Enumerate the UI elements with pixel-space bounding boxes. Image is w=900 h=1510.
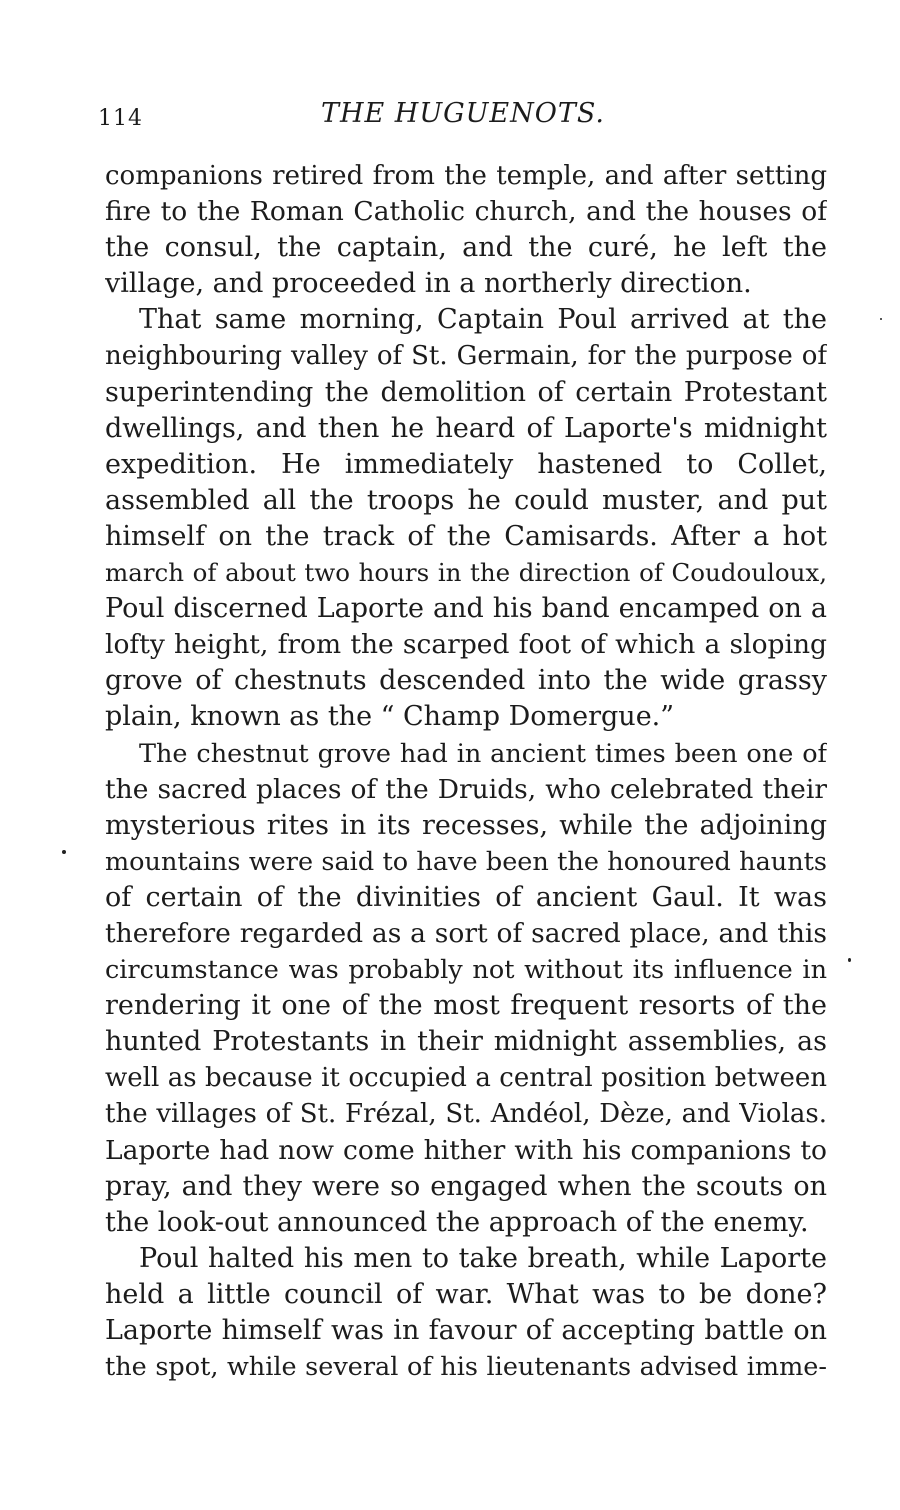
- body-text: [105, 158, 827, 1385]
- text-line: Poul halted his men to take breath, while Laporte: [139, 1242, 827, 1274]
- text-line: himself on the track of the Camisards. After a hot: [105, 520, 827, 552]
- text-line: lofty height, from the scarped foot of which a sloping: [105, 629, 827, 661]
- text-line: pray, and they were so engaged when the scouts on: [105, 1170, 827, 1202]
- text-line: mountains were said to have been the honoured haunts: [105, 846, 827, 877]
- text-line: the sacred places of the Druids, who celebrated their: [105, 773, 827, 805]
- page-header: [98, 94, 828, 134]
- print-speck: [880, 318, 882, 320]
- text-line: therefore regarded as a sort of sacred place, and this: [105, 917, 827, 949]
- text-line: superintending the demolition of certain Protestant: [105, 376, 827, 408]
- text-line: grove of chestnuts descended into the wide grassy: [105, 665, 827, 697]
- text-line: dwellings, and then he heard of Laporte's midnight: [105, 412, 827, 444]
- text-line: fire to the Roman Catholic church, and the houses of: [105, 196, 827, 228]
- text-line: the look-out announced the approach of the enemy.: [105, 1206, 809, 1238]
- text-line: expedition. He immediately hastened to Collet,: [105, 448, 827, 480]
- text-line: plain, known as the “ Champ Domergue.”: [105, 701, 675, 733]
- text-line: held a little council of war. What was to be done?: [105, 1278, 827, 1310]
- page-number: 114: [98, 106, 143, 131]
- text-line: well as because it occupied a central position between: [105, 1063, 827, 1094]
- text-line: mysterious rites in its recesses, while the adjoining: [105, 809, 827, 841]
- text-line: the villages of St. Frézal, St. Andéol, Dèze, and Violas.: [105, 1099, 827, 1130]
- text-line: hunted Protestants in their midnight assemblies, as: [105, 1026, 827, 1058]
- text-line: march of about two hours in the direction of Coudouloux,: [105, 558, 827, 588]
- text-line: Poul discerned Laporte and his band encamped on a: [105, 593, 827, 625]
- text-line: Laporte had now come hither with his companions to: [105, 1134, 827, 1166]
- print-speck: [848, 958, 851, 962]
- text-line: village, and proceeded in a northerly direction.: [105, 268, 752, 300]
- text-line: That same morning, Captain Poul arrived at the: [139, 304, 827, 336]
- text-line: assembled all the troops he could muster, and put: [105, 484, 827, 516]
- text-line: the consul, the captain, and the curé, he left the: [105, 232, 827, 264]
- text-line: of certain of the divinities of ancient Gaul. It was: [105, 881, 827, 913]
- text-line: rendering it one of the most frequent resorts of the: [105, 990, 827, 1022]
- running-title: THE HUGUENOTS.: [320, 98, 606, 129]
- text-line: the spot, while several of his lieutenants advised imme-: [105, 1352, 827, 1383]
- text-line: Laporte himself was in favour of accepting battle on: [105, 1315, 827, 1346]
- text-line: companions retired from the temple, and after setting: [105, 161, 827, 191]
- text-line: neighbouring valley of St. Germain, for the purpose of: [105, 341, 827, 372]
- text-line: circumstance was probably not without its influence in: [105, 955, 827, 986]
- text-line: The chestnut grove had in ancient times been one of: [139, 738, 827, 769]
- print-speck: [62, 850, 66, 854]
